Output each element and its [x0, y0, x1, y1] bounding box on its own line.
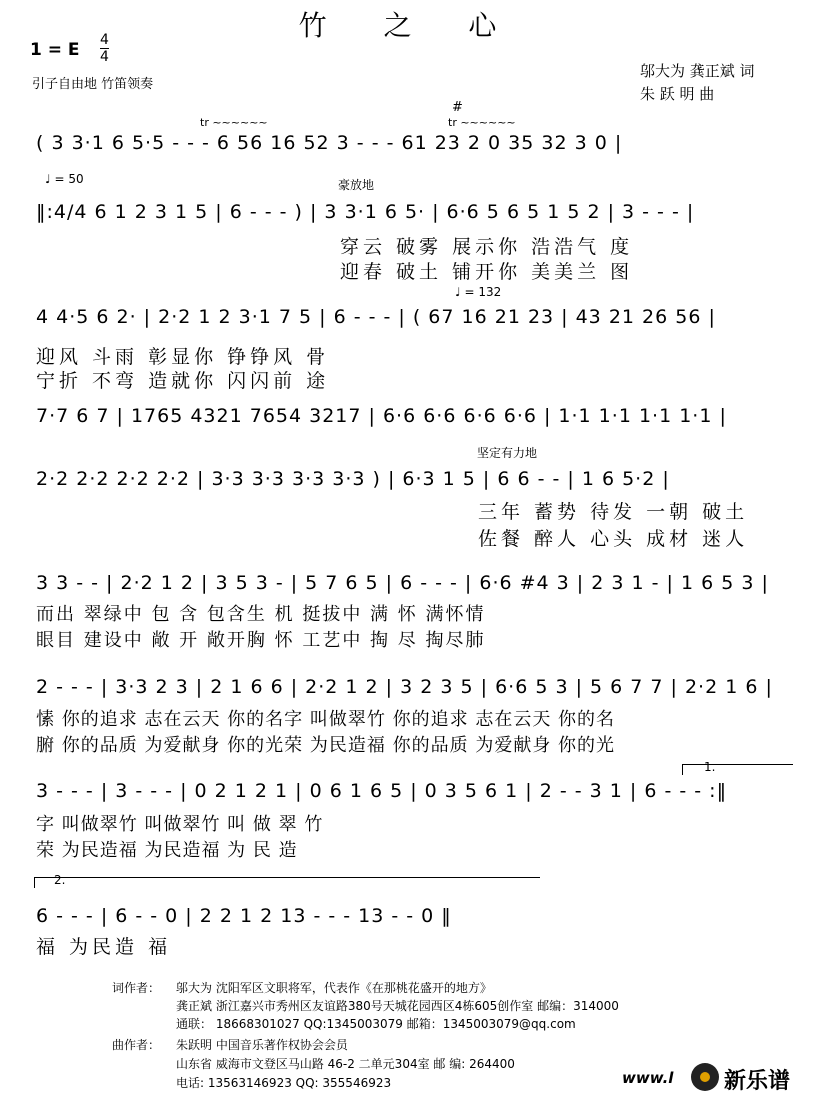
volta-2-label: 2. — [54, 873, 66, 887]
composer-info: 朱跃明 中国音乐著作权协会会员 — [176, 1038, 348, 1052]
volta-1-label: 1. — [704, 760, 716, 774]
lyric-line-2b: 迎春 破土 铺开你 美美兰 图 — [340, 261, 634, 283]
lyric-line-2a: 穿云 破雾 展示你 浩浩气 度 — [340, 236, 634, 258]
trill-mark: tr ~~~~~~ — [200, 116, 268, 129]
score-line-9: 6 - - - | 6 - - 0 | 2 2 1 2 13 - - - 13 - - 0 ‖ — [36, 905, 452, 927]
score-line-8: 3 - - - | 3 - - - | 0 2 1 2 1 | 0 6 1 6 5 | 0 3 5 6 1 | 2 - - 3 1 | 6 - - - :‖ — [36, 780, 728, 802]
lyric-line-3b: 宁折 不弯 造就你 闪闪前 途 — [36, 370, 330, 392]
intro-instruction: 引子自由地 竹笛领奏 — [32, 77, 154, 92]
key-signature: 1 = E — [30, 40, 80, 60]
brand-logo-icon — [691, 1063, 719, 1091]
lyric-line-8a: 字 叫做翠竹 叫做翠竹 叫 做 翠 竹 — [36, 814, 324, 835]
volta-2-bracket — [34, 877, 540, 888]
lyric-line-5b: 佐餐 醉人 心头 成材 迷人 — [478, 528, 749, 550]
lyricist-2-info: 龚正斌 浙江嘉兴市秀州区友谊路380号天城花园西区4栋605创作室 邮编：314000 — [176, 999, 619, 1013]
brand-name: 新乐谱 — [724, 1069, 791, 1094]
lyricist-1-info: 邬大为 沈阳军区文职将军，代表作《在那桃花盛开的地方》 — [176, 981, 492, 995]
lyric-line-8b: 荣 为民造福 为民造福 为 民 造 — [36, 840, 298, 861]
page-title: 竹 之 心 — [298, 9, 521, 42]
lyricist-credit: 邬大为 龚正斌 词 — [640, 62, 755, 80]
composer-address: 山东省 威海市文登区马山路 46-2 二单元304室 邮 编: 264400 — [176, 1057, 515, 1071]
time-sig-numerator: 4 — [100, 32, 109, 48]
score-line-3: 4 4·5 6 2· | 2·2 1 2 3·1 7 5 | 6 - - - | ( 67 16 21 23 | 43 21 26 56 | — [36, 306, 716, 328]
score-line-5: 2·2 2·2 2·2 2·2 | 3·3 3·3 3·3 3·3 ) | 6·3 1 5 | 6 6 - - | 1 6 5·2 | — [36, 468, 670, 490]
composer-contact: 电话: 13563146923 QQ: 355546923 — [176, 1076, 392, 1090]
time-sig-denominator: 4 — [100, 49, 109, 65]
score-line-2: ‖:4/4 6 1 2 3 1 5 | 6 - - - ) | 3 3·1 6 5· | 6·6 5 6 5 1 5 2 | 3 - - - | — [36, 201, 695, 223]
lyricist-label: 词作者： — [112, 981, 161, 995]
lyric-line-6b: 眼目 建设中 敞 开 敞开胸 怀 工艺中 掏 尽 掏尽肺 — [36, 630, 486, 651]
lyric-line-5a: 三年 蓄势 待发 一朝 破土 — [478, 501, 749, 523]
trill-mark-2: tr ~~~~~~ — [448, 116, 516, 129]
sharp-mark: # — [452, 100, 463, 115]
time-signature — [100, 32, 109, 65]
expression-mark: 豪放地 — [338, 178, 375, 192]
composer-credit: 朱 跃 明 曲 — [640, 85, 715, 103]
score-line-4: 7·7 6 7 | 1765 4321 7654 3217 | 6·6 6·6 6·6 6·6 | 1·1 1·1 1·1 1·1 | — [36, 405, 727, 427]
volta-1-bracket — [682, 764, 793, 775]
lyric-line-7a: 愫 你的追求 志在云天 你的名字 叫做翠竹 你的追求 志在云天 你的名 — [36, 709, 616, 730]
lyric-line-9a: 福 为民造 福 — [36, 936, 172, 958]
lyric-line-6a: 而出 翠绿中 包 含 包含生 机 挺拔中 满 怀 满怀情 — [36, 604, 486, 625]
score-line-6: 3 3 - - | 2·2 1 2 | 3 5 3 - | 5 7 6 5 | 6 - - - | 6·6 #4 3 | 2 3 1 - | 1 6 5 3 | — [36, 572, 769, 594]
lyric-line-7b: 腑 你的品质 为爱献身 你的光荣 为民造福 你的品质 为爱献身 你的光 — [36, 735, 616, 756]
composer-label: 曲作者： — [112, 1038, 161, 1052]
tempo-marking-2: ♩ = 132 — [455, 285, 502, 299]
score-line-7: 2 - - - | 3·3 2 3 | 2 1 6 6 | 2·2 1 2 | 3 2 3 5 | 6·6 5 3 | 5 6 7 7 | 2·2 1 6 | — [36, 676, 773, 698]
watermark-url: www.l — [622, 1069, 674, 1087]
lyric-line-3a: 迎风 斗雨 彰显你 铮铮风 骨 — [36, 346, 330, 368]
tempo-marking: ♩ = 50 — [45, 172, 84, 186]
lyricist-2-contact: 通联： 18668301027 QQ:1345003079 邮箱：1345003079@qq.com — [176, 1017, 576, 1031]
score-line-1: ( 3 3·1 6 5·5 - - - 6 56 16 52 3 - - - 61 23 2 0 35 32 3 0 | — [36, 132, 623, 154]
expression-mark-2: 坚定有力地 — [477, 446, 538, 460]
